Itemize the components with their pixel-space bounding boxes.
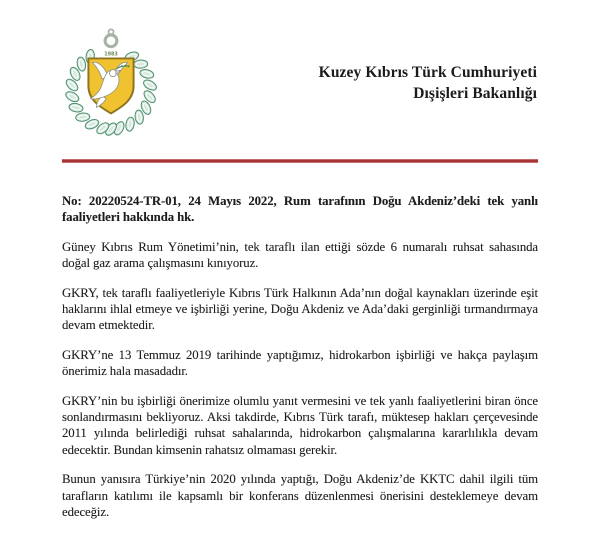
body-paragraph: GKRY’ne 13 Temmuz 2019 tarihinde yaptığımız, hidrokarbon işbirliği ve hakça paylaşım önerimiz hala masadadır. [62, 347, 538, 379]
letterhead [319, 62, 537, 104]
subject-line: No: 20220524-TR-01, 24 Mayıs 2022, Rum tarafının Doğu Akdeniz’deki tek yanlı faaliyetleri hakkında hk. [62, 194, 538, 225]
body-paragraph: GKRY, tek taraflı faaliyetleriyle Kıbrıs Türk Halkının Ada’nın doğal kaynakları üzerinde eşit haklarını ihlal etmeye ve işbirliği yerine, Doğu Akdeniz ve Ada’daki gerginliği tırmandırmaya devam etmektedir. [62, 285, 538, 333]
header-divider [62, 159, 538, 163]
emblem-year: 1983 [104, 51, 118, 58]
body-paragraph: Bunun yanısıra Türkiye’nin 2020 yılında yaptığı, Doğu Akdeniz’de KKTC dahil ilgili tüm tarafların katılımı ile kapsamlı bir konferans düzenlenmesi önerisini desteklemeye devam edeceğiz. [62, 472, 538, 520]
coat-of-arms-icon [57, 25, 165, 139]
ministry-country: Kuzey Kıbrıs Türk Cumhuriyeti [318, 64, 537, 81]
crescent-star-icon [105, 29, 117, 46]
letter-body [62, 193, 538, 534]
ministry-department: Dışişleri Bakanlığı [413, 85, 537, 102]
trnc-emblem [57, 25, 165, 139]
body-paragraph: GKRY’nin bu işbirliği önerimize olumlu yanıt vermesini ve tek yanlı faaliyetlerini biran önce sonlandırmasını bekliyoruz. Aksi takdirde, Kıbrıs Türk tarafı, müktesep hakları çerçevesinde 2011 yılında belirlediği ruhsat sahalarında, hidrokarbon çalışmalarına kararlılıkla devam edecektir. Bundan kimsenin rahatsız olmaması gerekir. [62, 393, 538, 457]
body-paragraph: Güney Kıbrıs Rum Yönetimi’nin, tek taraflı ilan ettiği sözde 6 numaralı ruhsat sahasında doğal gaz arama çalışmasını kınıyoruz. [62, 239, 538, 271]
